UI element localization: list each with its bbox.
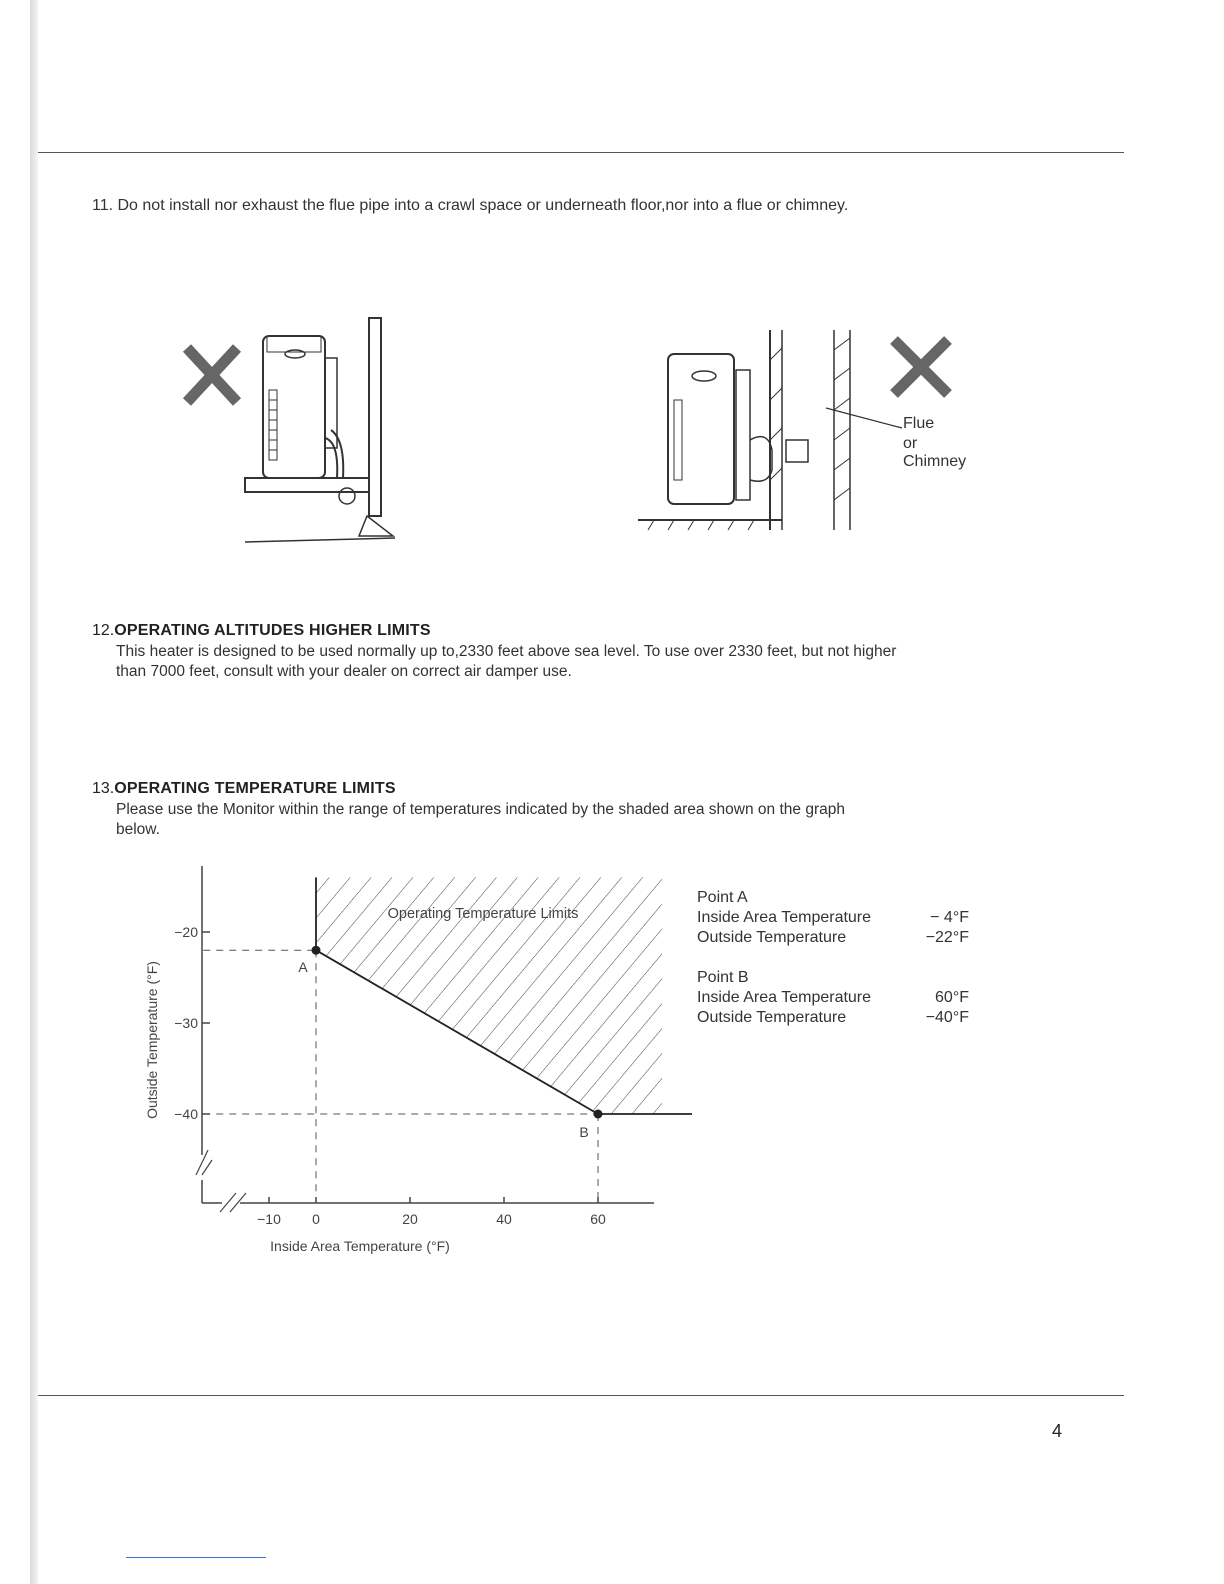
section-13-line2: below. xyxy=(116,821,160,838)
y-tick-label: −30 xyxy=(174,1015,198,1031)
legend-b-inside-row xyxy=(697,988,969,1008)
legend-point-b: Point B xyxy=(697,969,749,986)
section-12-title: OPERATING ALTITUDES HIGHER LIMITS xyxy=(114,622,431,639)
section-12-number: 12. xyxy=(92,622,115,639)
legend-a-outside-value: −22°F xyxy=(925,929,969,946)
section-12-line2: than 7000 feet, consult with your dealer on correct air damper use. xyxy=(116,663,572,680)
y-tick-label: −20 xyxy=(174,924,198,940)
label-flue: Flue xyxy=(903,415,935,432)
section-13-line1: Please use the Monitor within the range of temperatures indicated by the shaded area shown on the graph xyxy=(116,801,845,818)
chart-title: Operating Temperature Limits xyxy=(387,906,579,922)
section-13-number: 13. xyxy=(92,780,115,797)
x-tick-label: −10 xyxy=(257,1211,281,1227)
chart-legend xyxy=(697,888,969,1028)
page-number: 4 xyxy=(1052,1421,1063,1441)
x-tick-label: 60 xyxy=(590,1211,606,1227)
y-axis-label: Outside Temperature (°F) xyxy=(144,961,160,1119)
legend-b-inside-label: Inside Area Temperature xyxy=(697,989,872,1006)
point-a-marker xyxy=(312,946,321,955)
legend-b-outside-row xyxy=(697,1008,969,1028)
point-b-marker xyxy=(594,1110,603,1119)
legend-a-outside-row xyxy=(697,928,969,948)
point-b-label: B xyxy=(579,1124,589,1140)
item-11-text: 11. Do not install nor exhaust the flue pipe into a crawl space or underneath floor,nor into a flue or chimney. xyxy=(92,197,849,214)
legend-a-inside-value: − 4°F xyxy=(930,909,969,926)
label-chimney: Chimney xyxy=(903,453,967,470)
x-tick-label: 40 xyxy=(496,1211,512,1227)
legend-b-inside-value: 60°F xyxy=(935,989,969,1006)
legend-a-inside-row xyxy=(697,908,969,928)
legend-b-outside-label: Outside Temperature xyxy=(697,1009,847,1026)
legend-a-outside-label: Outside Temperature xyxy=(697,929,847,946)
x-axis-label: Inside Area Temperature (°F) xyxy=(270,1238,450,1254)
legend-b-outside-value: −40°F xyxy=(925,1009,969,1026)
section-13-title: OPERATING TEMPERATURE LIMITS xyxy=(114,780,396,797)
section-12-line1: This heater is designed to be used normally up to,2330 feet above sea level. To use over 2330 feet, but not higher xyxy=(116,643,897,660)
x-tick-label: 0 xyxy=(312,1211,320,1227)
footer-underline xyxy=(126,1557,266,1558)
legend-point-a: Point A xyxy=(697,889,748,906)
label-or: or xyxy=(903,435,918,452)
bottom-rule xyxy=(38,1395,1124,1396)
y-tick-label: −40 xyxy=(174,1106,198,1122)
legend-a-inside-label: Inside Area Temperature xyxy=(697,909,872,926)
point-a-label: A xyxy=(298,959,308,976)
x-tick-label: 20 xyxy=(402,1211,418,1227)
